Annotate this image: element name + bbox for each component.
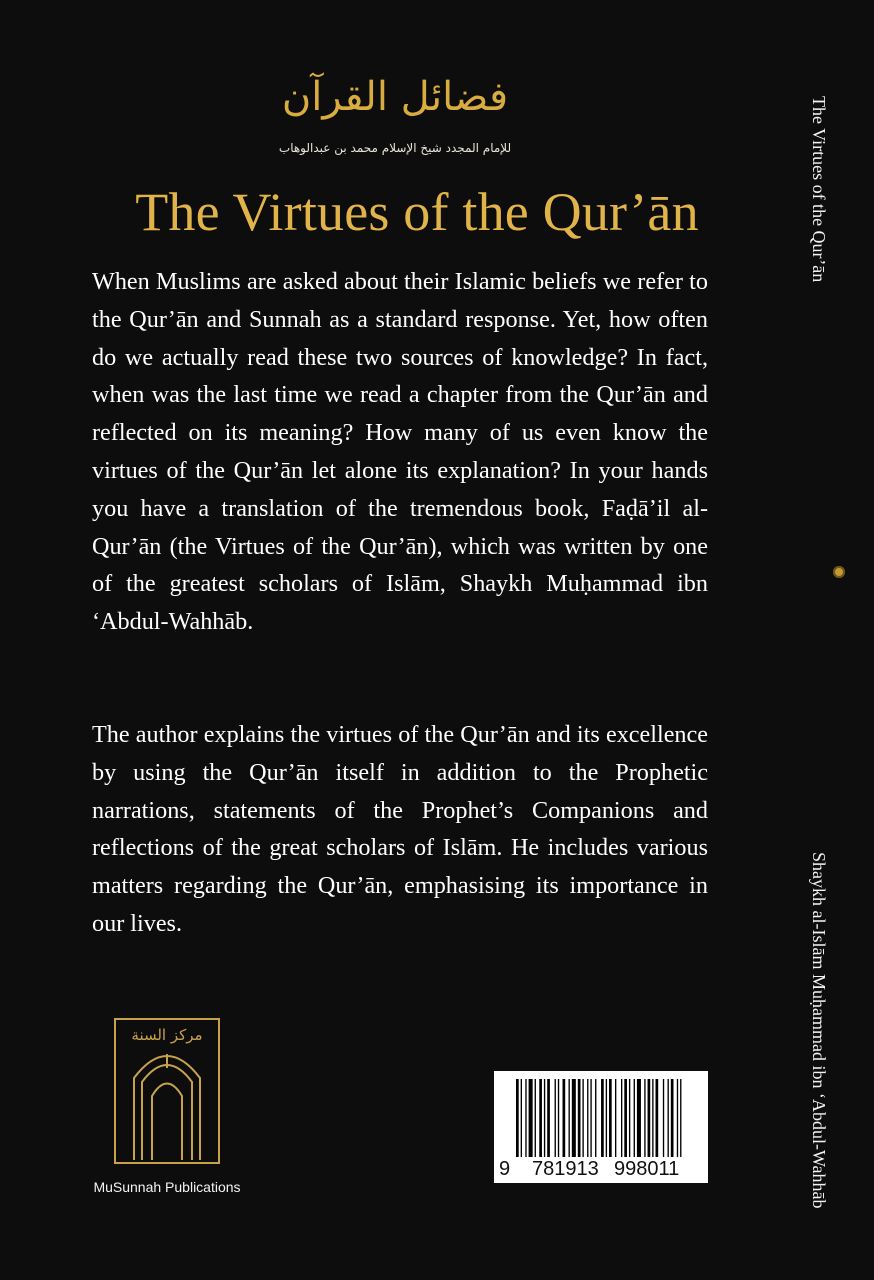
- barcode-bar: [656, 1079, 659, 1157]
- spine-title: The Virtues of the Qur’ān: [809, 96, 829, 283]
- barcode-bar: [629, 1079, 630, 1157]
- spine-author: Shaykh al-Islām Muḥammad ibn ‘Abdul-Wahhāb: [809, 852, 829, 1209]
- barcode-bar: [582, 1079, 583, 1157]
- barcode-digits-group-2: 998011: [614, 1158, 680, 1180]
- book-title: The Virtues of the Qur’ān: [135, 182, 699, 242]
- spine-dot-icon: [833, 566, 845, 578]
- publisher-name: MuSunnah Publications: [93, 1179, 241, 1195]
- barcode-bar: [558, 1079, 559, 1157]
- barcode-digits-group-1: 781913: [532, 1158, 599, 1180]
- arabic-subtitle: للإمام المجدد شيخ الإسلام محمد بن عبدالوهاب: [278, 141, 512, 155]
- barcode-bar: [569, 1079, 570, 1157]
- barcode-digit-first: 9: [499, 1158, 511, 1180]
- barcode-bar: [525, 1079, 526, 1157]
- barcode-bar: [547, 1079, 550, 1157]
- barcode-bar: [572, 1079, 576, 1157]
- barcode-bar: [595, 1079, 596, 1157]
- barcode-bar: [615, 1079, 616, 1157]
- barcode-bar: [671, 1079, 674, 1157]
- blurb-paragraph-2: The author explains the virtues of the Qur’ān and its excellence by using the Qur’ān itself in addition to the Prophetic narrations, statements of the Prophet’s Companions and reflections of the great scholars of Islām. He includes various matters regarding the Qur’ān, emphasising its importance in our lives.: [92, 721, 708, 937]
- barcode-bar: [652, 1079, 653, 1157]
- barcode-bar: [563, 1079, 566, 1157]
- barcode-bar: [516, 1079, 519, 1157]
- barcode-bar: [637, 1079, 641, 1157]
- barcode-bar: [677, 1079, 678, 1157]
- barcode-bar: [609, 1079, 612, 1157]
- barcode-bar: [590, 1079, 591, 1157]
- publisher-logo: [112, 1016, 222, 1166]
- barcode-number: [494, 1157, 708, 1181]
- barcode-bar: [535, 1079, 536, 1157]
- barcode-bar: [644, 1079, 645, 1157]
- blurb-paragraph-1: When Muslims are asked about their Islamic beliefs we refer to the Qur’ān and Sunnah as a standard response. Yet, how often do we actually read these two sources of knowledge? In fact, when was the last time we read a chapter from the Qur’ān and reflected on its meaning? How many of us even know the virtues of the Qur’ān let alone its explanation? In your hands you have a translation of the tremendous book, Faḍā’il al-Qur’ān (the Virtues of the Qur’ān), which was written by one of the greatest scholars of Islām, Shaykh Muḥammad ibn ‘Abdul-Wahhāb.: [92, 268, 708, 636]
- barcode-bar: [578, 1079, 581, 1157]
- arabic-title: فضائل القرآن: [281, 74, 509, 120]
- barcode-bar: [521, 1079, 522, 1157]
- barcode-bar: [668, 1079, 669, 1157]
- barcode-bar: [663, 1079, 664, 1157]
- barcode-bar: [555, 1079, 556, 1157]
- barcode-bar: [624, 1079, 627, 1157]
- barcode-bar: [544, 1079, 545, 1157]
- barcode-bar: [539, 1079, 542, 1157]
- barcode-bar: [587, 1079, 588, 1157]
- barcode-bar: [621, 1079, 622, 1157]
- barcode-bar: [648, 1079, 651, 1157]
- barcode-bar: [634, 1079, 635, 1157]
- barcode-bar: [601, 1079, 604, 1157]
- barcode-bar: [680, 1079, 681, 1157]
- barcode-bars: [494, 1079, 708, 1169]
- barcode-bar: [529, 1079, 533, 1157]
- publisher-logo-arabic: مركز السنة: [131, 1026, 203, 1044]
- barcode-bar: [606, 1079, 607, 1157]
